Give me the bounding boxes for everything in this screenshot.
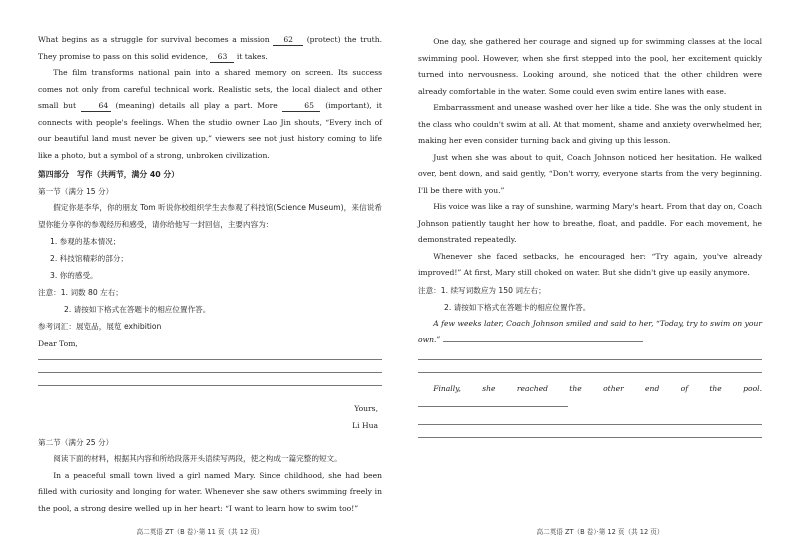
answer-blank-63: 63 — [210, 51, 234, 63]
para2-text-a: The film transforms national pain into a shared memory on screen. Its success comes not only from careful technical work. Realistic sets, the local dialect and other small but — [38, 68, 382, 110]
para1-text-a: What begins as a struggle for survival becomes a mission — [38, 35, 270, 44]
para2-text-b: (meaning) details all play a part. More — [115, 101, 278, 110]
section2-title: 第二节（满分 25 分） — [38, 438, 114, 447]
letter-signature: Li Hua — [352, 421, 378, 430]
prompt1-text: A few weeks later, Coach Johnson smiled and said to her, “Today, try to swim on your own.” — [418, 318, 762, 344]
note-format: 2. 请按如下格式在答题卡的相应位置作答。 — [64, 305, 211, 314]
story-paragraph-3: Embarrassment and unease washed over her like a tide. She was the only student in the class who couldn't swim at all. At that moment, shame and anxiety overwhelmed her, making her even consider turning back and giving up this lesson. — [418, 103, 762, 145]
letter-closing: Yours, — [354, 404, 378, 413]
requirement-item-1: 1. 参观的基本情况； — [50, 237, 121, 246]
section2-prompt: 阅读下面的材料，根据其内容和所给段落开头语续写两段，使之构成一篇完整的短文。 — [53, 454, 342, 463]
story-paragraph-6: Whenever she faced setbacks, he encouraged her: “Try again, you've already improved!” At first, Mary still choked on water. But she didn't give up easily anymore. — [418, 251, 762, 277]
continuation-prompt-1 — [418, 316, 762, 349]
para2-text-c: (important), it connects with people's feelings. When the studio owner Lao Jin shouts, “Every inch of our beautiful land must never be given up,” viewers see not just history coming to life like a photo, but a symbol of a strong, unbroken civilization. — [38, 101, 382, 160]
note-format: 2. 请按如下格式在答题卡的相应位置作答。 — [444, 302, 591, 312]
part4-title: 第四部分 写作（共两节，满分 40 分） — [38, 170, 180, 179]
answer-blank-62: 62 — [273, 34, 303, 46]
reference-vocabulary: 参考词汇：展览品，展览 exhibition — [38, 322, 162, 331]
answer-blank-64: 64 — [81, 100, 111, 112]
passage-paragraph-2 — [38, 65, 382, 164]
answer-blank-65: 65 — [282, 100, 320, 112]
page-footer-left: 高二英语 ZT（B 卷）·第 11 页（共 12 页） — [136, 528, 264, 536]
note-word-count: 注意：1. 词数 80 左右； — [38, 288, 123, 297]
story-paragraph-4: Just when she was about to quit, Coach Johnson noticed her hesitation. He walked over, bent down, and said gently, “Don't worry, everyone starts from the very beginning. I'll be there with you.” — [418, 152, 762, 195]
writing-line — [418, 437, 762, 438]
section1-title: 第一节（满分 15 分） — [38, 187, 114, 196]
writing-line — [418, 359, 762, 360]
para1-text-c: it takes. — [236, 51, 268, 61]
writing-line — [38, 372, 382, 373]
letter-greeting: Dear Tom, — [38, 339, 78, 348]
passage-paragraph-1 — [38, 32, 382, 65]
writing-lines — [38, 359, 382, 386]
writing-line — [38, 359, 382, 360]
writing-lines-1 — [418, 359, 762, 373]
note-word-count: 注意：1. 续写词数应为 150 词左右； — [418, 285, 546, 295]
story-paragraph-5: His voice was like a ray of sunshine, warming Mary's heart. From that day on, Coach Johnson patiently taught her how to breathe, float, and paddle. For each movement, he demonstrated repeatedly. — [418, 202, 762, 244]
page-footer-right: 高二英语 ZT（B 卷）·第 12 页（共 12 页） — [536, 528, 664, 536]
right-page — [400, 0, 800, 550]
requirement-item-2: 2. 科技馆精彩的部分； — [50, 254, 129, 263]
writing-line — [418, 372, 762, 373]
requirement-item-3: 3. 你的感受。 — [50, 271, 98, 280]
writing-lines-2 — [418, 424, 762, 438]
section1-prompt: 假定你是李华，你的朋友 Tom 听说你校组织学生去参观了科技馆(Science Museum)，来信说希望你能分享你的参观经历和感受，请你给他写一封回信，主要内容为： — [38, 203, 382, 229]
story-paragraph-1: In a peaceful small town lived a girl named Mary. Since childhood, she had been filled with curiosity and longing for water. Whenever she saw others swimming freely in the pool, a strong desire welled up in her heart: “I want to learn how to swim too!” — [38, 470, 382, 513]
story-paragraph-2: One day, she gathered her courage and signed up for swimming classes at the local swimming pool. However, when she first stepped into the pool, her excitement quickly turned into nervousness. Looking around, she noticed that the other children were already comfortable in the water. Some could even swim entire lanes with ease. — [418, 37, 762, 96]
writing-line — [418, 424, 762, 425]
writing-line — [418, 406, 568, 407]
continuation-prompt-2 — [418, 381, 762, 414]
prompt2-text: Finally, she reached the other end of the pool. — [433, 383, 762, 393]
writing-line — [38, 385, 382, 386]
writing-line — [443, 341, 643, 342]
para1-text-b: (protect) the truth. They promise to pass on this solid evidence, — [38, 35, 382, 61]
